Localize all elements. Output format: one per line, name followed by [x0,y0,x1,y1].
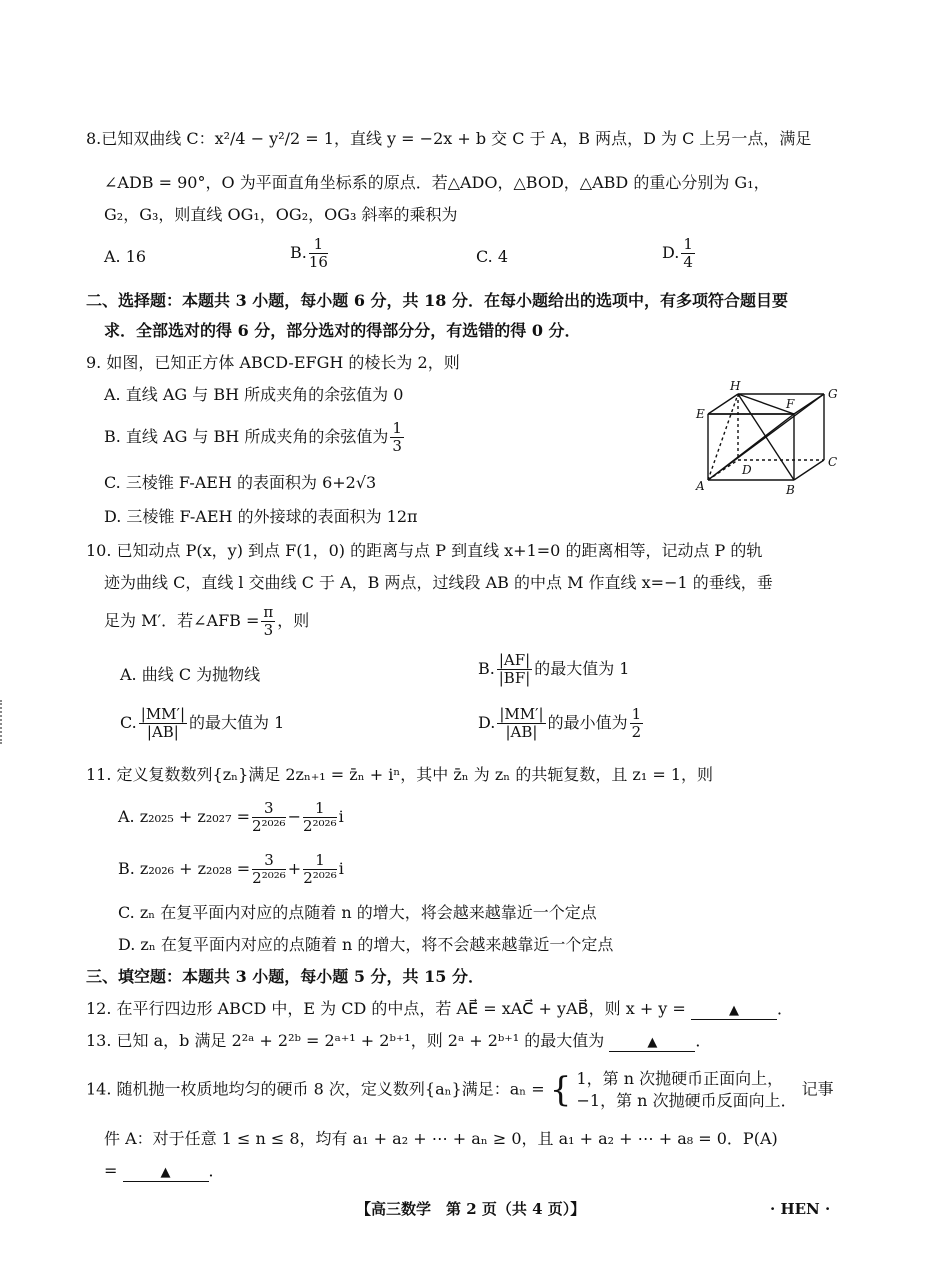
fraction [309,236,328,271]
option-label: C. [120,713,137,732]
q8-option-a: A. 16 [104,247,147,266]
denominator: 2²⁰²⁶ [251,817,286,835]
section3-heading: 三、填空题：本题共 3 小题，每小题 5 分，共 15 分． [86,967,484,986]
period: ． [695,1031,712,1050]
q10-line1: 10. 已知动点 P(x，y) 到点 F(1，0) 的距离与点 P 到直线 x+1=0 的距离相等，记动点 P 的轨 [86,541,763,560]
piecewise-brace: { [549,1070,572,1110]
fraction [139,706,187,741]
q8-option-c: C. 4 [476,247,509,266]
cube-label-g: G [828,387,838,401]
numerator: |MM′| [499,705,544,723]
option-label: B. [290,243,307,262]
piecewise-cases [577,1068,797,1112]
denominator: 4 [683,253,693,271]
line-text: 足为 M′．若∠AFB = [104,611,260,630]
numerator: 1 [303,852,337,870]
operator: − [287,807,301,826]
numerator: 3 [252,852,286,870]
q8-option-b [290,236,330,271]
denominator: 2²⁰²⁶ [303,869,337,887]
section2-heading-line2: 求．全部选对的得 6 分，部分选对的得部分分，有选错的得 0 分． [104,321,581,340]
question-text: 14. 随机抛一枚质地均匀的硬币 8 次，定义数列{aₙ}满足：aₙ = [86,1079,545,1099]
operator: + [287,859,302,878]
q8-line3: G₂，G₃，则直线 OG₁，OG₂，OG₃ 斜率的乘积为 [104,205,458,224]
denominator: 2²⁰²⁶ [252,869,286,887]
q9-option-c: C. 三棱锥 F-AEH 的表面积为 6+2√3 [104,473,377,492]
fraction [303,852,337,887]
fraction [497,652,532,687]
footer-code: · HEN · [770,1200,831,1218]
denominator: |BF| [498,669,531,687]
fraction [252,800,286,835]
cube-label-h: H [730,379,741,393]
cube-label-b: B [786,483,795,497]
denominator: |AB| [146,723,179,741]
option-label: D. [478,713,496,732]
denominator: 2 [631,723,642,741]
imaginary-unit: i [338,807,344,826]
q9-option-b [104,420,406,455]
fraction [390,420,404,455]
fraction [261,604,275,639]
option-text: B. z₂₀₂₆ + z₂₀₂₈ = [118,859,251,878]
cube-label-c: C [828,455,838,469]
question-text: 12. 在平行四边形 ABCD 中，E 为 CD 的中点，若 AE⃗ = xAC⃗ + yAB⃗，则 x + y = [86,999,686,1018]
q11-option-a [118,800,344,835]
question-text: 记事 [801,1079,834,1099]
q10-option-d [478,706,645,741]
cube-label-a: A [696,479,705,493]
fraction [630,706,644,741]
q10-option-b [478,652,629,687]
question-text: 13. 已知 a，b 满足 2²ᵃ + 2²ᵇ = 2ᵃ⁺¹ + 2ᵇ⁺¹，则 2ᵃ + 2ᵇ⁺¹ 的最大值为 [86,1031,605,1050]
numerator: 1 [683,235,693,253]
q11-option-b [118,852,344,887]
denominator: 16 [308,253,328,271]
q8-line2: ∠ADB = 90°，O 为平面直角坐标系的原点．若△ADO，△BOD，△ABD 的重心分别为 G₁， [104,173,770,192]
numerator: |MM′| [140,705,185,723]
q13-text [86,1030,711,1052]
option-text: 的最大值为 1 [189,713,285,732]
denominator: 3 [392,437,402,455]
fraction [303,800,337,835]
fraction [681,236,695,271]
triangle-icon: ▲ [647,1035,658,1050]
numerator: 1 [392,419,402,437]
line-text: ，则 [277,611,310,630]
answer-blank[interactable] [609,1035,695,1052]
q10-line3 [104,604,309,639]
cube-label-e: E [696,407,705,421]
numerator: 1 [631,705,642,723]
cube-label-d: D [742,463,752,477]
denominator: 3 [263,621,274,639]
q14-line3 [104,1160,225,1182]
case-positive: 1，第 n 次抛硬币正面向上， [576,1069,784,1088]
answer-blank[interactable] [691,1003,777,1020]
option-text: B. 直线 AG 与 BH 所成夹角的余弦值为 [104,427,389,446]
q10-line2: 迹为曲线 C，直线 l 交曲线 C 于 A，B 两点，过线段 AB 的中点 M 作直线 x=−1 的垂线，垂 [104,573,773,592]
triangle-icon: ▲ [728,1003,739,1018]
q14-line1 [86,1068,834,1112]
cube-label-f: F [786,397,795,411]
q11-option-c: C. zₙ 在复平面内对应的点随着 n 的增大，将会越来越靠近一个定点 [118,903,597,922]
answer-blank[interactable] [123,1165,209,1182]
q9-option-d: D. 三棱锥 F-AEH 的外接球的表面积为 12π [104,507,418,526]
fraction [252,852,286,887]
option-text: 的最小值为 [547,713,628,732]
numerator: |AF| [498,651,531,669]
equals: = [104,1161,118,1180]
q9-option-a: A. 直线 AG 与 BH 所成夹角的余弦值为 0 [104,385,404,404]
q9-stem: 9. 如图，已知正方体 ABCD-EFGH 的棱长为 2，则 [86,353,460,372]
q11-option-d: D. zₙ 在复平面内对应的点随着 n 的增大，将不会越来越靠近一个定点 [118,935,614,954]
option-label: D. [662,243,680,262]
q8-line1: 8.已知双曲线 C：x²/4 − y²/2 = 1，直线 y = −2x + b 交 C 于 A，B 两点，D 为 C 上另一点，满足 [86,129,812,148]
denominator: |AB| [505,723,538,741]
denominator: 2²⁰²⁶ [302,817,337,835]
q12-text [86,998,793,1020]
q10-option-a: A. 曲线 C 为抛物线 [120,665,261,684]
numerator: 3 [252,800,286,818]
q11-stem: 11. 定义复数数列{zₙ}满足 2zₙ₊₁ = z̄ₙ + iⁿ，其中 z̄ₙ 为 zₙ 的共轭复数，且 z₁ = 1，则 [86,765,714,784]
period: ． [776,999,793,1018]
imaginary-unit: i [338,859,344,878]
numerator: π [263,603,274,621]
option-text: A. z₂₀₂₅ + z₂₀₂₇ = [118,807,250,826]
numerator: 1 [309,236,328,254]
triangle-icon: ▲ [160,1165,171,1180]
fraction [497,706,545,741]
q8-option-d [662,236,697,271]
case-negative: −1，第 n 次抛硬币反面向上． [576,1091,797,1110]
q10-option-c [120,706,284,741]
option-label: B. [478,659,495,678]
option-text: 的最大值为 1 [534,659,630,678]
q14-line2: 件 A：对于任意 1 ≤ n ≤ 8，均有 a₁ + a₂ + ⋯ + aₙ ≥ 0，且 a₁ + a₂ + ⋯ + a₈ = 0．P(A) [104,1129,778,1148]
page-footer: 【高三数学 第 2 页（共 4 页）】 [356,1200,586,1218]
section2-heading-line1: 二、选择题：本题共 3 小题，每小题 6 分，共 18 分．在每小题给出的选项中，有多项符合题目要 [86,291,788,310]
numerator: 1 [303,800,337,818]
q9-cube-figure [690,376,850,500]
period: ． [208,1161,225,1180]
binding-edge-marks [0,700,8,744]
